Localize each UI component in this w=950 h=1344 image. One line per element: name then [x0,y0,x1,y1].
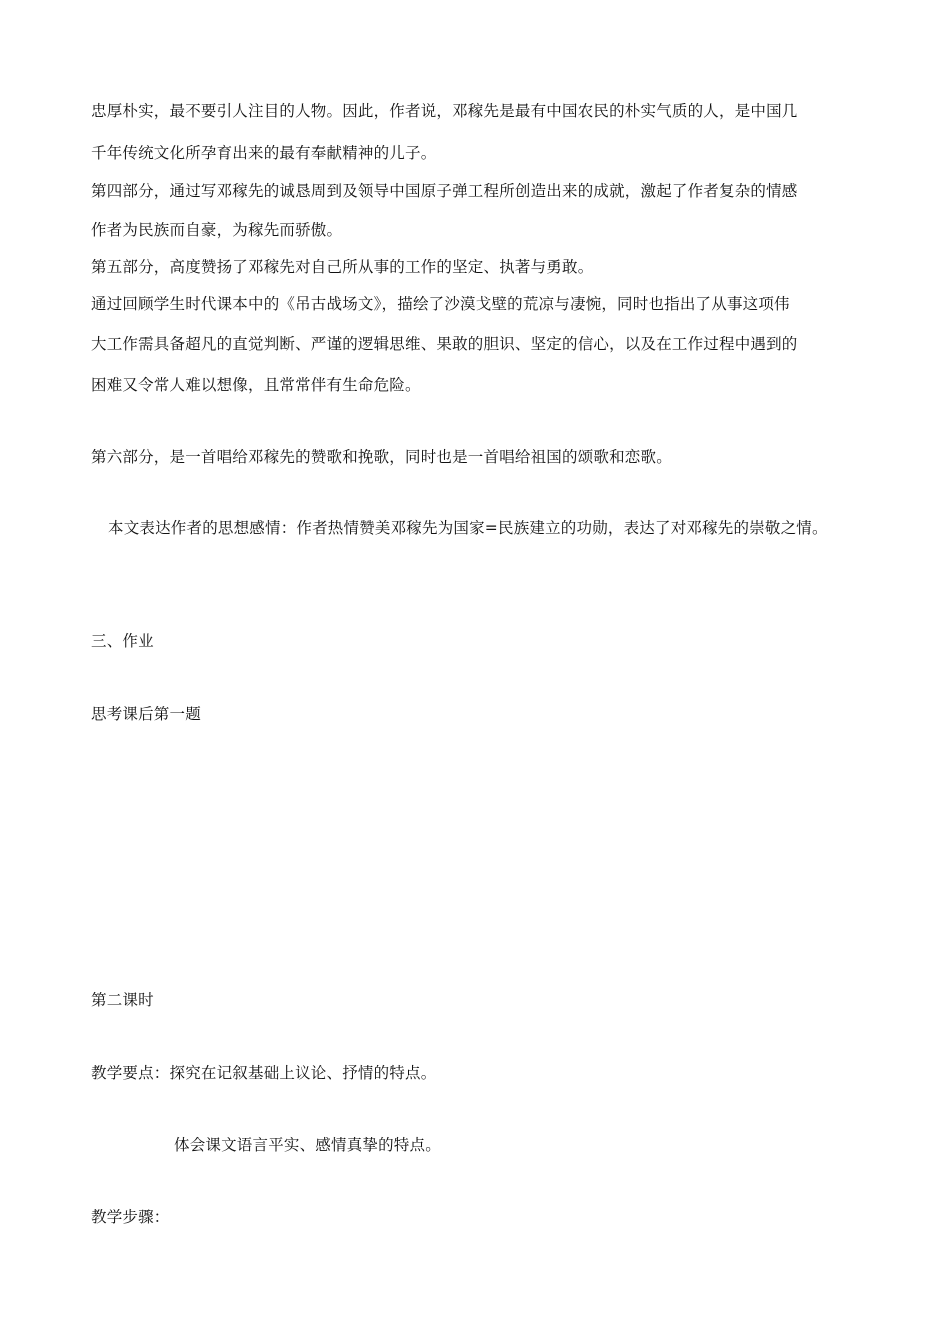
text-line-7: 大工作需具备超凡的直觉判断、严谨的逻辑思维、果敢的胆识、坚定的信心，以及在工作过程中遇到的 [91,335,798,353]
text-line-6: 通过回顾学生时代课本中的《吊古战场文》，描绘了沙漠戈壁的荒凉与凄惋，同时也指出了从事这项伟 [91,295,790,313]
text-line-2: 千年传统文化所孕育出来的最有奉献精神的儿子。 [91,144,437,162]
text-line-1: 忠厚朴实，最不要引人注目的人物。因此，作者说，邓稼先是最有中国农民的朴实气质的人，是中国几 [91,102,798,120]
text-line-teaching-points: 教学要点：探究在记叙基础上议论、抒情的特点。 [91,1064,437,1082]
text-line-5: 第五部分，高度赞扬了邓稼先对自己所从事的工作的坚定、执著与勇敢。 [91,258,594,276]
section-heading-homework: 三、作业 [91,632,154,650]
text-line-homework: 思考课后第一题 [91,705,201,723]
text-line-9: 第六部分，是一首唱给邓稼先的赞歌和挽歌，同时也是一首唱给祖国的颂歌和恋歌。 [91,448,672,466]
section-heading-second-lesson: 第二课时 [91,991,154,1009]
text-line-3: 第四部分，通过写邓稼先的诚恳周到及领导中国原子弹工程所创造出来的成就，激起了作者复杂的情感 [91,182,798,200]
text-line-teaching-steps: 教学步骤： [91,1208,170,1226]
text-line-teaching-points-2: 体会课文语言平实、感情真挚的特点。 [174,1136,441,1154]
text-line-8: 困难又令常人难以想像，且常常伴有生命危险。 [91,376,421,394]
text-line-4: 作者为民族而自豪，为稼先而骄傲。 [91,221,343,239]
text-line-10: 本文表达作者的思想感情：作者热情赞美邓稼先为国家=民族建立的功勋，表达了对邓稼先的崇敬之情。 [108,519,828,537]
